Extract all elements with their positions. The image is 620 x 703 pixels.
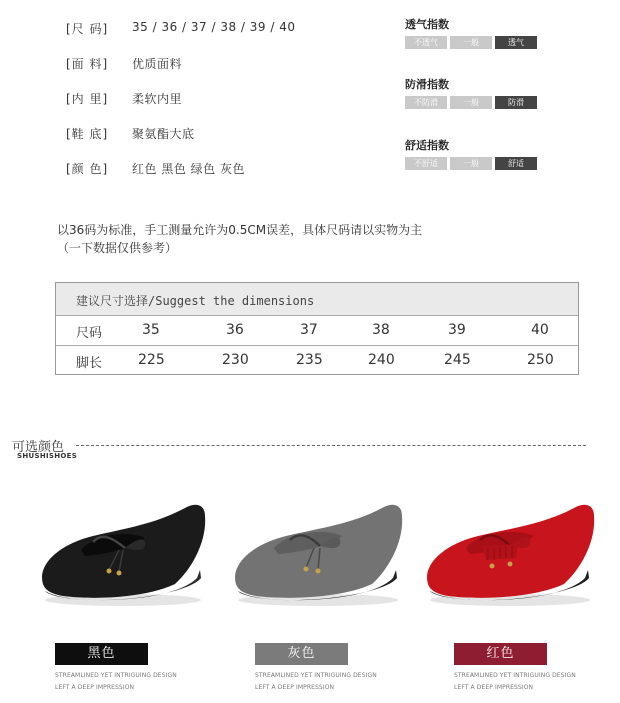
gray-slogan [255,670,377,694]
red-color-label [454,643,547,665]
size-cell: 37 [300,322,318,338]
size-table-header: 建议尺寸选择/Suggest the dimensions [56,283,578,316]
index-option-active: 透气 [495,36,537,49]
section-divider [76,445,586,446]
size-row-label: 尺码 [76,326,103,341]
index-option: 一般 [450,36,492,49]
black-shoe-image [35,488,210,613]
spec-row-lining [66,90,182,107]
red-slogan [454,670,576,694]
color-name: 红色 [486,646,515,661]
foot-length-cell: 230 [222,352,249,368]
foot-length-cell: 225 [138,352,165,368]
index-option-active: 防滑 [495,96,537,109]
foot-length-cell: 240 [368,352,395,368]
size-cell: 38 [372,322,390,338]
foot-length-cell: 250 [527,352,554,368]
spec-label: [尺 码] [66,22,109,36]
slogan-line: STREAMLINED YET INTRIGUING DESIGN [55,672,177,679]
index-option: 不舒适 [405,157,447,170]
index-bar [405,36,537,49]
index-title: 防滑指数 [405,78,449,91]
note-line: （一下数据仅供参考） [57,241,178,255]
color-name: 灰色 [287,646,316,661]
spec-row-size [66,20,295,37]
black-color-label [55,643,148,665]
slogan-line: STREAMLINED YET INTRIGUING DESIGN [454,672,576,679]
gray-shoe-image [228,488,406,613]
comfort-index [405,137,537,170]
index-option-active: 舒适 [495,157,537,170]
spec-label: [颜 色] [66,162,109,176]
colors-section-title: 可选颜色 [12,440,65,455]
spec-label: [内 里] [66,92,109,106]
size-table [55,282,579,375]
index-option: 一般 [450,96,492,109]
spec-row-color [66,160,245,177]
color-name: 黑色 [87,646,116,661]
black-slogan [55,670,177,694]
size-cell: 40 [531,322,549,338]
index-bar [405,157,537,170]
slogan-line: LEFT A DEEP IMPRESSION [255,684,335,691]
index-option: 不防滑 [405,96,447,109]
slogan-line: LEFT A DEEP IMPRESSION [55,684,135,691]
note-line: 以36码为标准，手工测量允许为0.5CM误差，具体尺码请以实物为主 [57,223,423,237]
spec-label: [面 料] [66,57,109,71]
index-title: 透气指数 [405,18,449,31]
antislip-index [405,76,537,109]
spec-value: 35 / 36 / 37 / 38 / 39 / 40 [132,20,296,34]
size-cell: 39 [448,322,466,338]
spec-value: 柔软内里 [132,92,183,106]
gray-color-label [255,643,348,665]
slogan-line: STREAMLINED YET INTRIGUING DESIGN [255,672,377,679]
index-bar [405,96,537,109]
spec-row-fabric [66,55,182,72]
foot-length-row-label: 脚长 [76,356,103,371]
spec-value: 红色 黑色 绿色 灰色 [132,162,245,176]
brand-name: SHUSHISHOES [17,452,78,460]
red-shoe-image [420,488,600,613]
foot-length-cell: 235 [296,352,323,368]
size-cell: 35 [142,322,160,338]
index-title: 舒适指数 [405,139,449,152]
spec-label: [鞋 底] [66,127,109,141]
size-cell: 36 [226,322,244,338]
size-row [56,316,578,346]
breathability-index [405,16,537,49]
foot-length-row [56,346,578,374]
spec-value: 优质面料 [132,57,183,71]
measurement-note [57,221,422,257]
index-option: 一般 [450,157,492,170]
index-option: 不透气 [405,36,447,49]
spec-row-sole [66,125,195,142]
foot-length-cell: 245 [444,352,471,368]
slogan-line: LEFT A DEEP IMPRESSION [454,684,534,691]
spec-value: 聚氨酯大底 [132,127,195,141]
